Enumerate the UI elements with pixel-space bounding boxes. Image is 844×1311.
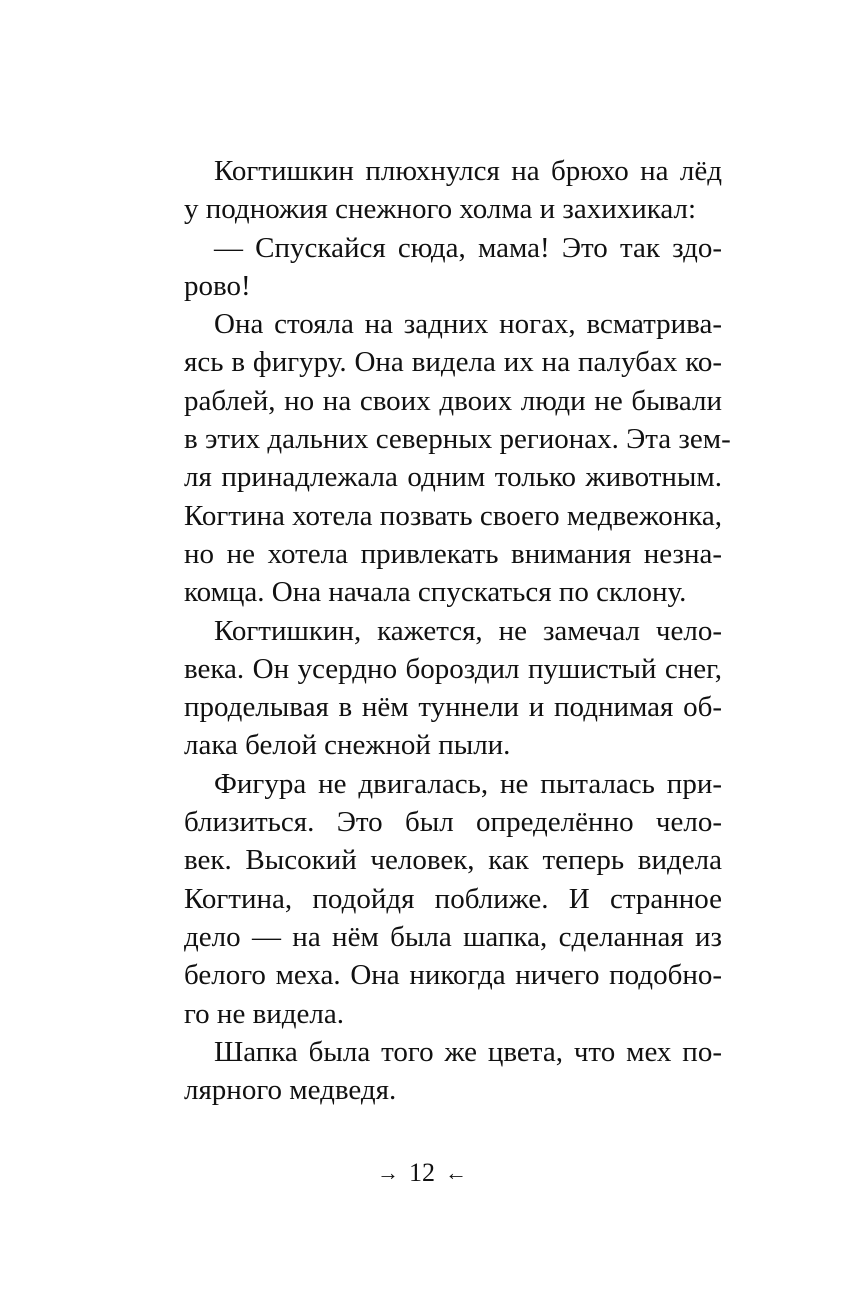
text-line: Она стояла на задних ногах, всматрива- xyxy=(214,308,722,341)
text-line: Шапка была того же цвета, что мех по- xyxy=(214,1035,722,1068)
text-line: Когтишкин плюхнулся на брюхо на лёд xyxy=(214,155,722,187)
left-arrow-ornament: → xyxy=(377,1160,399,1185)
paragraph xyxy=(184,152,722,229)
page-number: 12 xyxy=(409,1158,435,1187)
text-line: но не хотела привлекать внимания незна- xyxy=(184,537,722,570)
text-line: дело — на нём была шапка, сделанная из xyxy=(184,920,722,953)
text-line: Когтина хотела позвать своего медвежонка, xyxy=(184,499,722,532)
page-number-group xyxy=(377,1156,467,1190)
text-line: Фигура не двигалась, не пыталась при- xyxy=(214,767,722,800)
paragraph xyxy=(184,1033,722,1110)
text-line: в этих дальних северных регионах. Эта зем- xyxy=(184,423,731,456)
text-line: Когтишкин, кажется, не замечал чело- xyxy=(214,614,722,647)
text-line: рово! xyxy=(184,269,251,302)
text-line: го не видела. xyxy=(184,997,344,1030)
text-line: лака белой снежной пыли. xyxy=(184,729,511,762)
text-line: Когтина, подойдя поближе. И странное xyxy=(184,882,722,915)
text-line: ясь в фигуру. Она видела их на палубах ко- xyxy=(184,346,722,379)
text-line: лярного медведя. xyxy=(184,1074,397,1107)
paragraph xyxy=(184,305,731,611)
body-text xyxy=(184,152,731,1109)
right-arrow-ornament: ← xyxy=(445,1160,467,1185)
paragraph xyxy=(184,229,722,306)
paragraph xyxy=(184,765,722,1033)
text-line: ля принадлежала одним только животным. xyxy=(184,461,722,494)
text-line: века. Он усердно бороздил пушистый снег, xyxy=(184,652,722,685)
text-line: белого меха. Она никогда ничего подобно- xyxy=(184,959,722,992)
text-line: проделывая в нём туннели и поднимая об- xyxy=(184,691,722,724)
text-line: — Спускайся сюда, мама! Это так здо- xyxy=(214,231,722,264)
text-line: комца. Она начала спускаться по склону. xyxy=(184,576,687,609)
page-number-footer xyxy=(0,1155,844,1190)
text-line: раблей, но на своих двоих люди не бывали xyxy=(184,384,722,417)
text-line: близиться. Это был определённо чело- xyxy=(184,806,722,839)
text-line: век. Высокий человек, как теперь видела xyxy=(184,844,722,877)
paragraph xyxy=(184,612,722,765)
text-line: у подножия снежного холма и захихикал: xyxy=(184,193,697,226)
